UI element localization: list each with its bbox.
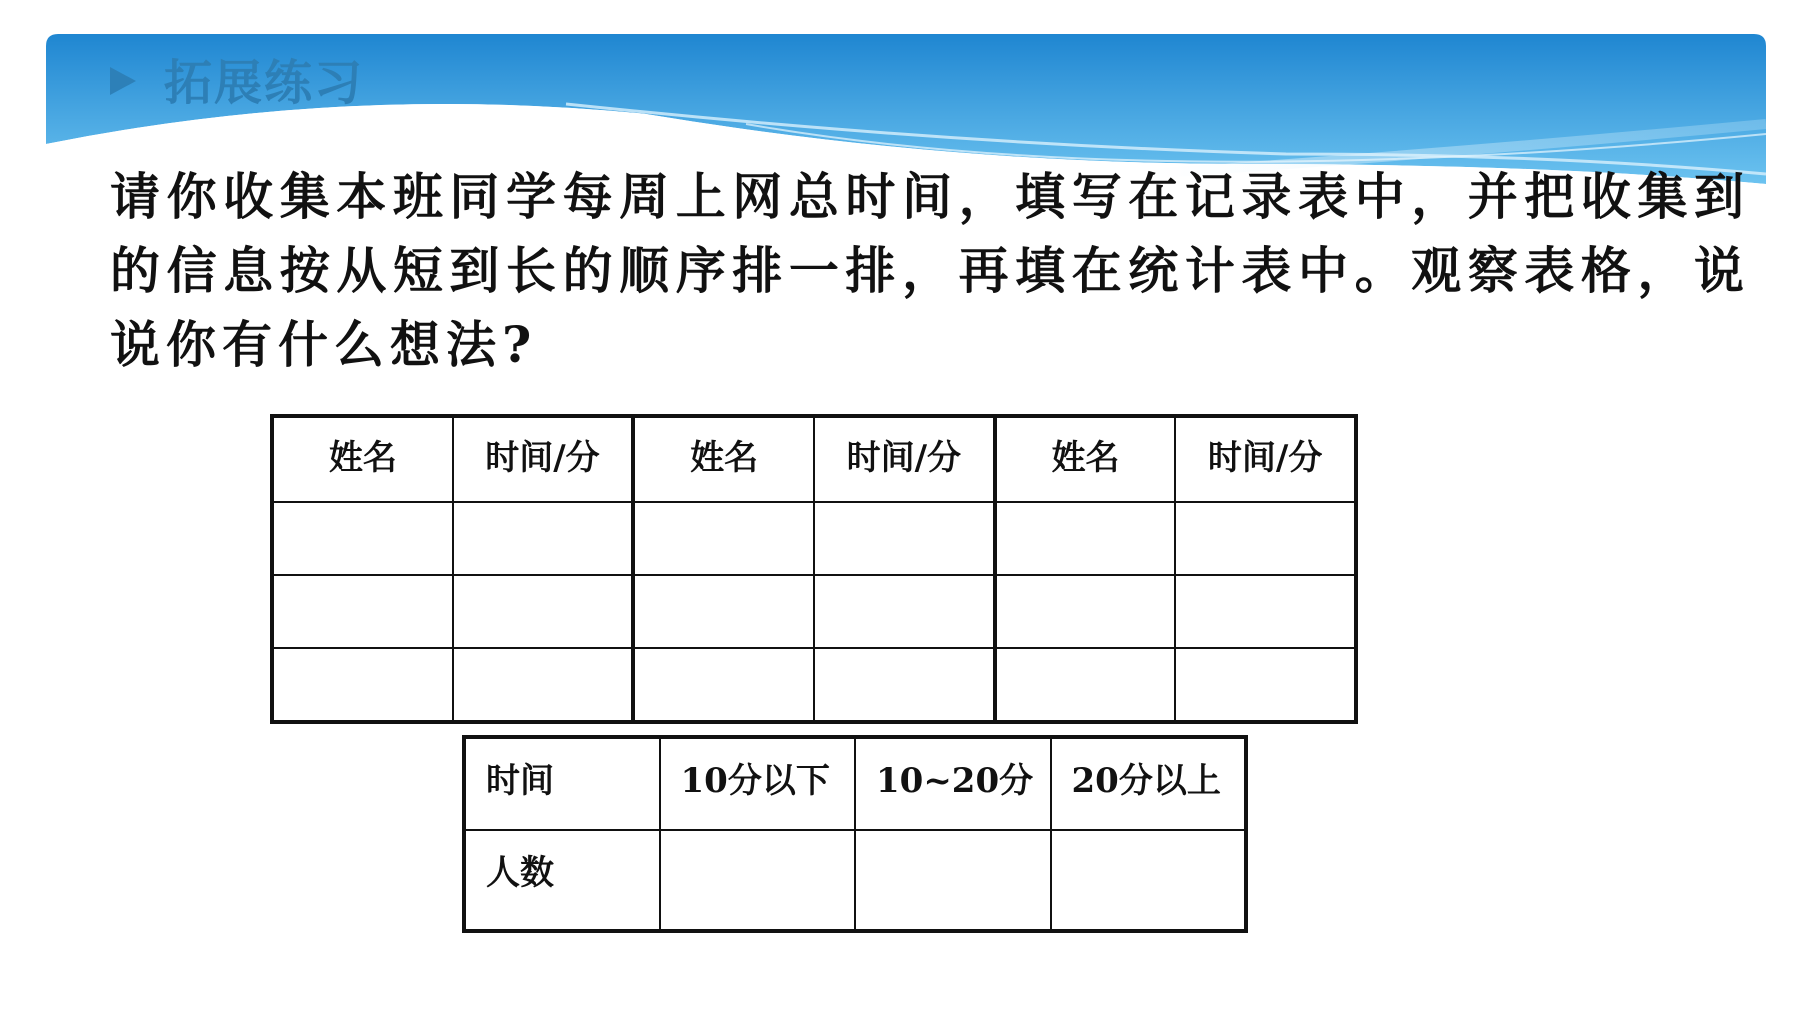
table-cell[interactable]	[1051, 830, 1247, 931]
arrow-bullet-icon	[110, 67, 136, 95]
table-cell[interactable]	[814, 502, 995, 575]
section-title: 拓展练习	[164, 55, 365, 111]
stat-header-under-10: 10分以下	[660, 737, 856, 830]
header-time-2: 时间/分	[814, 416, 995, 502]
table-cell[interactable]	[814, 575, 995, 648]
table-cell[interactable]	[995, 648, 1176, 722]
stat-header-time: 时间	[464, 737, 660, 830]
header-title-group	[110, 44, 364, 113]
table-cell[interactable]	[633, 575, 814, 648]
table-cell[interactable]	[1175, 575, 1356, 648]
header-name-1: 姓名	[272, 416, 453, 502]
table-cell[interactable]	[855, 830, 1051, 931]
table-row	[272, 648, 1356, 722]
table-cell[interactable]	[272, 575, 453, 648]
statistics-table	[462, 735, 1248, 933]
table-cell[interactable]	[814, 648, 995, 722]
table-cell[interactable]	[995, 502, 1176, 575]
header-time-1: 时间/分	[453, 416, 634, 502]
record-table	[270, 414, 1358, 724]
table-cell[interactable]	[453, 575, 634, 648]
header-time-3: 时间/分	[1175, 416, 1356, 502]
stat-header-over-20: 20分以上	[1051, 737, 1247, 830]
table-row	[272, 575, 1356, 648]
stat-table-count-row	[464, 830, 1246, 931]
header-name-2: 姓名	[633, 416, 814, 502]
header-name-3: 姓名	[995, 416, 1176, 502]
stat-header-10-20: 10~20分	[855, 737, 1051, 830]
stat-table-header-row	[464, 737, 1246, 830]
instruction-text: 请你收集本班同学每周上网总时间，填写在记录表中，并把收集到的信息按从短到长的顺序排一排，再填在统计表中。观察表格，说说你有什么想法?	[110, 167, 1750, 374]
table-cell[interactable]	[633, 648, 814, 722]
table-cell[interactable]	[1175, 502, 1356, 575]
record-table-header-row	[272, 416, 1356, 502]
table-cell[interactable]	[453, 648, 634, 722]
table-cell[interactable]	[633, 502, 814, 575]
table-cell[interactable]	[453, 502, 634, 575]
table-cell[interactable]	[1175, 648, 1356, 722]
table-cell[interactable]	[272, 648, 453, 722]
table-row	[272, 502, 1356, 575]
table-cell[interactable]	[995, 575, 1176, 648]
table-cell[interactable]	[660, 830, 856, 931]
table-cell[interactable]	[272, 502, 453, 575]
stat-label-count: 人数	[464, 830, 660, 931]
